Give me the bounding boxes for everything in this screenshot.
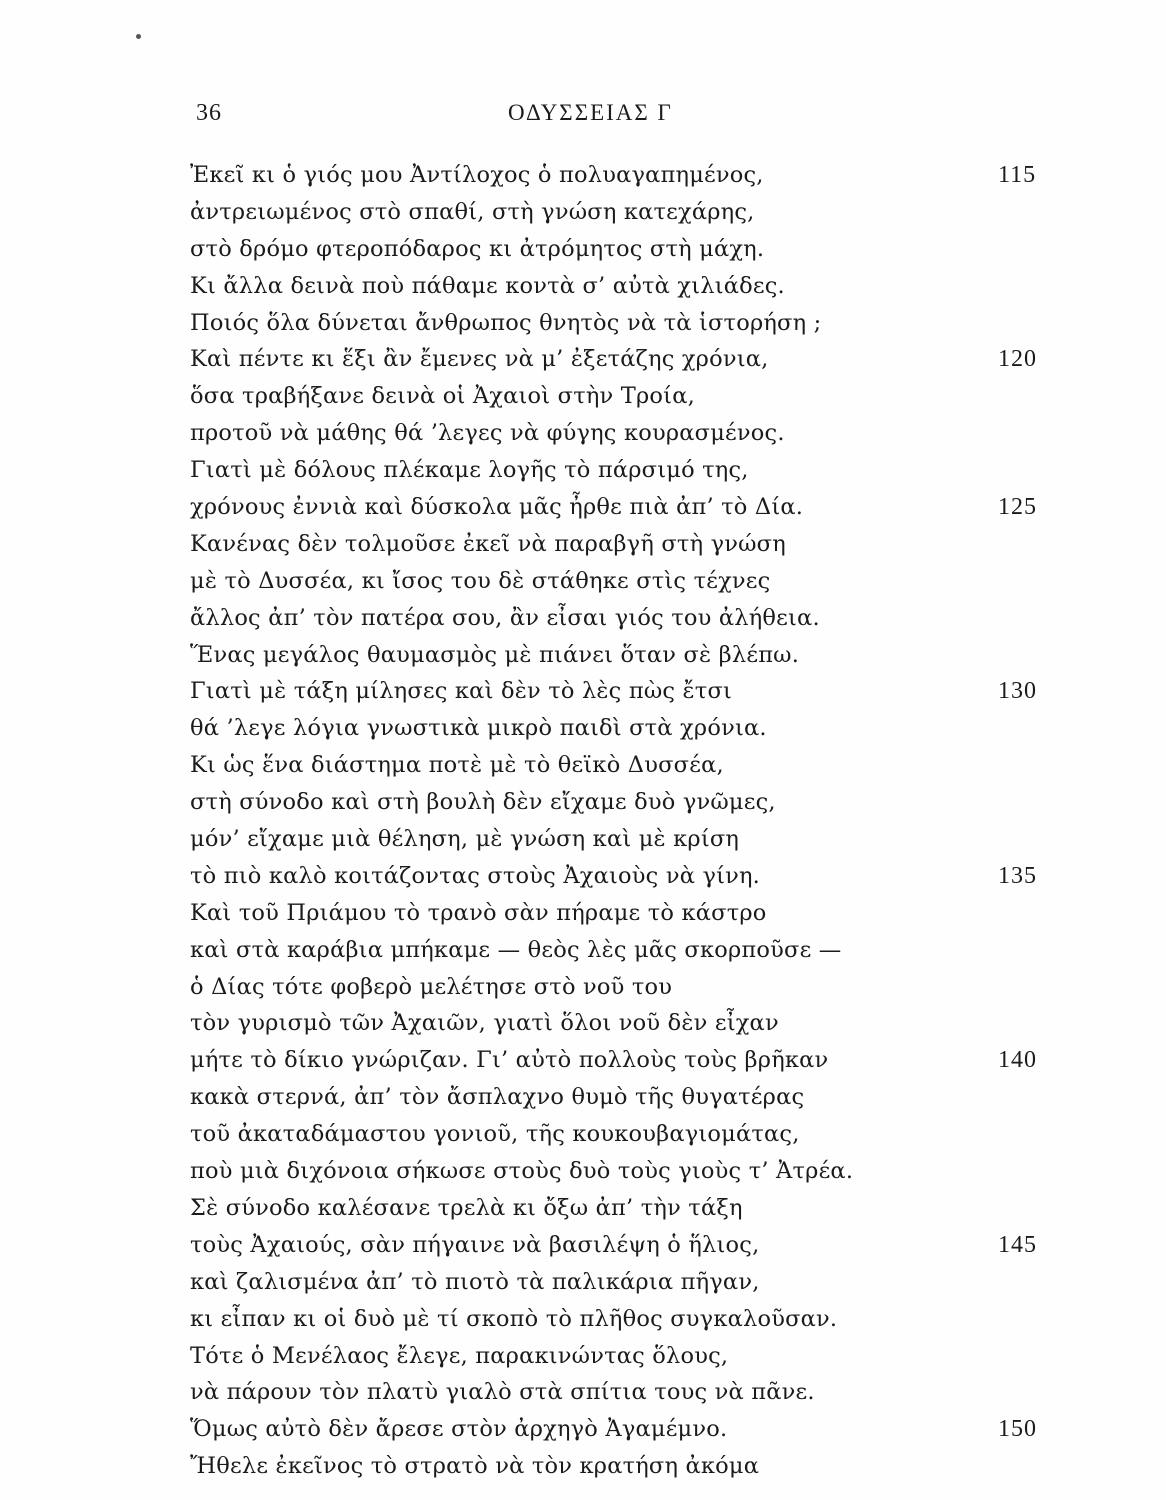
- verse-line: [0, 895, 1166, 932]
- verse-line: [0, 858, 1166, 895]
- verse-line: [0, 637, 1166, 674]
- verse-text: ἄλλος ἀπ’ τὸν πατέρα σου, ἂν εἶσαι γιός του ἀλήθεια.: [190, 604, 820, 631]
- verse-line: [0, 231, 1166, 268]
- verse-text: μόν’ εἴχαμε μιὰ θέληση, μὲ γνώση καὶ μὲ κρίση: [190, 826, 740, 853]
- verse-text: Γιατὶ μὲ τάξη μίλησες καὶ δὲν τὸ λὲς πὼς ἔτσι: [190, 678, 733, 705]
- verse-line: [0, 784, 1166, 821]
- verse-line: [0, 489, 1166, 526]
- line-number: 145: [998, 1231, 1037, 1258]
- verse-line: [0, 932, 1166, 969]
- verse-line: [0, 747, 1166, 784]
- verse-line: [0, 1227, 1166, 1264]
- ink-speck: [136, 34, 141, 39]
- verse-text: Ὅμως αὐτὸ δὲν ἄρεσε στὸν ἀρχηγὸ Ἀγαμέμνο.: [190, 1416, 728, 1443]
- line-number: 115: [998, 162, 1037, 188]
- verse-text: τὸν γυρισμὸ τῶν Ἀχαιῶν, γιατὶ ὅλοι νοῦ δὲν εἶχαν: [190, 1010, 779, 1037]
- verse-text: κακὰ στερνά, ἀπ’ τὸν ἄσπλαχνο θυμὸ τῆς θυγατέρας: [190, 1084, 805, 1111]
- verse-line: [0, 415, 1166, 452]
- verse-text: Γιατὶ μὲ δόλους πλέκαμε λογῆς τὸ πάρσιμό της,: [190, 457, 749, 484]
- verse-line: [0, 1338, 1166, 1375]
- verse-line: [0, 969, 1166, 1006]
- verse-text: στὸ δρόμο φτεροπόδαρος κι ἀτρόμητος στὴ μάχη.: [190, 235, 765, 262]
- verse-text: Κι ἄλλα δεινὰ ποὺ πάθαμε κοντὰ σ’ αὐτὰ χιλιάδες.: [190, 272, 785, 299]
- line-number: 130: [998, 678, 1037, 705]
- verse-line: [0, 821, 1166, 858]
- verse-text: μὲ τὸ Δυσσέα, κι ἴσος του δὲ στάθηκε στὶς τέχνες: [190, 567, 771, 594]
- verse-text: τοὺς Ἀχαιούς, σὰν πήγαινε νὰ βασιλέψη ὁ ἥλιος,: [190, 1231, 760, 1258]
- verse-block: [0, 157, 1166, 1485]
- verse-line: [0, 526, 1166, 563]
- verse-line: [0, 1264, 1166, 1301]
- verse-text: ὁ Δίας τότε φοβερὸ μελέτησε στὸ νοῦ του: [190, 973, 673, 1000]
- verse-line: [0, 1374, 1166, 1411]
- verse-line: [0, 305, 1166, 342]
- verse-text: Καὶ τοῦ Πριάμου τὸ τρανὸ σὰν πήραμε τὸ κάστρο: [190, 899, 767, 926]
- line-number: 125: [998, 494, 1037, 521]
- verse-line: [0, 1190, 1166, 1227]
- verse-text: Τότε ὁ Μενέλαος ἔλεγε, παρακινώντας ὅλους,: [190, 1342, 729, 1369]
- verse-line: [0, 1411, 1166, 1448]
- verse-line: [0, 1153, 1166, 1190]
- verse-line: [0, 341, 1166, 378]
- verse-text: καὶ ζαλισμένα ἀπ’ τὸ πιοτὸ τὰ παλικάρια πῆγαν,: [190, 1268, 760, 1295]
- verse-text: προτοῦ νὰ μάθης θά ’λεγες νὰ φύγης κουρασμένος.: [190, 420, 785, 447]
- verse-text: καὶ στὰ καράβια μπήκαμε — θεὸς λὲς μᾶς σκορποῦσε —: [190, 936, 842, 963]
- page-header: [0, 100, 1166, 136]
- verse-text: κι εἶπαν κι οἱ δυὸ μὲ τί σκοπὸ τὸ πλῆθος συγκαλοῦσαν.: [190, 1305, 838, 1332]
- verse-line: [0, 452, 1166, 489]
- verse-line: [0, 1448, 1166, 1485]
- line-number: 135: [998, 862, 1037, 889]
- verse-text: Σὲ σύνοδο καλέσανε τρελὰ κι ὄξω ἀπ’ τὴν τάξη: [190, 1194, 743, 1221]
- verse-line: [0, 1301, 1166, 1338]
- verse-text: Καὶ πέντε κι ἕξι ἂν ἔμενες νὰ μ’ ἐξετάζης χρόνια,: [190, 346, 769, 373]
- verse-line: [0, 1005, 1166, 1042]
- verse-text: Ποιός ὅλα δύνεται ἄνθρωπος θνητὸς νὰ τὰ ἱστορήση ;: [190, 309, 822, 336]
- verse-line: [0, 710, 1166, 747]
- line-number: 150: [998, 1416, 1037, 1443]
- verse-text: τὸ πιὸ καλὸ κοιτάζοντας στοὺς Ἀχαιοὺς νὰ γίνη.: [190, 862, 761, 889]
- verse-text: νὰ πάρουν τὸν πλατὺ γιαλὸ στὰ σπίτια τους νὰ πᾶνε.: [190, 1379, 815, 1406]
- verse-text: χρόνους ἐννιὰ καὶ δύσκολα μᾶς ἦρθε πιὰ ἀπ’ τὸ Δία.: [190, 494, 804, 521]
- line-number: 140: [998, 1047, 1037, 1074]
- verse-line: [0, 600, 1166, 637]
- verse-text: Κανένας δὲν τολμοῦσε ἐκεῖ νὰ παραβγῆ στὴ γνώση: [190, 530, 786, 557]
- verse-line: [0, 378, 1166, 415]
- verse-line: [0, 673, 1166, 710]
- verse-text: Ἕνας μεγάλος θαυμασμὸς μὲ πιάνει ὅταν σὲ βλέπω.: [190, 641, 800, 668]
- verse-text: ὅσα τραβήξανε δεινὰ οἱ Ἀχαιοὶ στὴν Τροία,: [190, 383, 695, 410]
- verse-text: θά ’λεγε λόγια γνωστικὰ μικρὸ παιδὶ στὰ χρόνια.: [190, 715, 767, 742]
- verse-line: [0, 268, 1166, 305]
- verse-line: [0, 1116, 1166, 1153]
- verse-line: [0, 563, 1166, 600]
- line-number: 120: [998, 346, 1037, 373]
- verse-text: στὴ σύνοδο καὶ στὴ βουλὴ δὲν εἴχαμε δυὸ γνῶμες,: [190, 789, 776, 816]
- verse-line: [0, 1079, 1166, 1116]
- verse-text: Ἤθελε ἐκεῖνος τὸ στρατὸ νὰ τὸν κρατήση ἀκόμα: [190, 1453, 760, 1480]
- verse-text: ποὺ μιὰ διχόνοια σήκωσε στοὺς δυὸ τοὺς γιοὺς τ’ Ἀτρέα.: [190, 1158, 854, 1185]
- verse-text: Ἐκεῖ κι ὁ γιός μου Ἀντίλοχος ὁ πολυαγαπημένος,: [190, 162, 764, 188]
- verse-text: ἀντρειωμένος στὸ σπαθί, στὴ γνώση κατεχάρης,: [190, 198, 755, 225]
- verse-text: μήτε τὸ δίκιο γνώριζαν. Γι’ αὐτὸ πολλοὺς τοὺς βρῆκαν: [190, 1047, 829, 1074]
- verse-line: [0, 194, 1166, 231]
- verse-text: τοῦ ἀκαταδάμαστου γονιοῦ, τῆς κουκουβαγιομάτας,: [190, 1121, 800, 1148]
- page-number: 36: [196, 100, 222, 126]
- verse-line: [0, 157, 1166, 194]
- verse-text: Κι ὡς ἕνα διάστημα ποτὲ μὲ τὸ θεϊκὸ Δυσσέα,: [190, 752, 724, 779]
- verse-line: [0, 1042, 1166, 1079]
- running-title: ΟΔΥΣΣΕΙΑΣ Γ: [508, 100, 673, 125]
